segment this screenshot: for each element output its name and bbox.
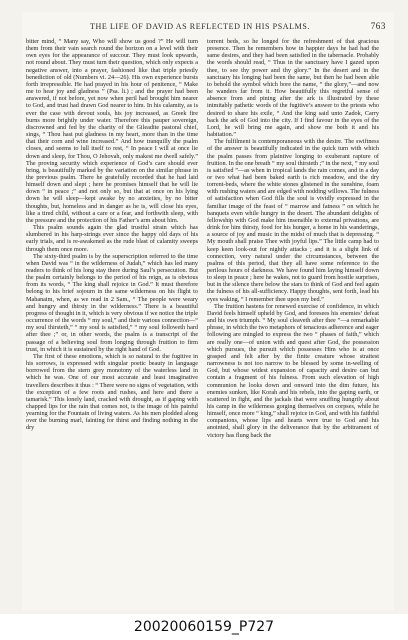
paragraph: The sixty-third psalm is by the superscription referred to the time when David was “ in the wilderness of Judah,” which has led many readers to think of his long stay there during Saul’s persecution. But the psalm certainly belongs to the period of his reign, as is obvious from its words, “ The king shall rejoice in God.” It must therefore belong to his brief sojourn in the same wilderness on his flight to Mahanaim, when, as we read in 2 Sam., “ The people were weary and hungry and thirsty in the wilderness.” There is a beautiful progress of thought in it, which is very obvious if we notice the triple occurrence of the words “ my soul,” and their various connection—“ my soul thirsteth,” “ my soul is satisfied,” “ my soul followeth hard after thee ;” or, in other words, the psalm is a transcript of the passage of a believing soul from longing through fruition to firm trust, in which it is sustained by the right hand of God. <box>26 252 198 353</box>
paragraph: bitter mind, “ Many say, Who will show us good ?” He will turn them from their vain search round the horizon on a level with their own eyes for the appearance of succour. They must look upwards, not round about. They must turn their question, which only expects a negative answer, into a prayer, fashioned like that triple priestly benediction of old (Numbers vi. 24—26). His own experience bursts forth irrepressible. He had prayed in his hour of penitence, “ Make me to hear joy and gladness ” (Psa. li.) ; and the prayer had been answered, if not before, yet now when peril had brought him nearer to God, and trust had drawn God nearer to him. In his calamity, as is ever the case with devout souls, his joy increased, as Greek fire burns more brightly under water. Therefore this pauper sovereign, discrowned and fed by the charity of the Gileadite pastoral chief, sings, “ Thou hast put gladness in my heart, more than in the time that their corn and wine increased.” And how tranquilly the psalm closes, and seems to lull itself to rest, “ In peace I will at once lie down and sleep, for Thou, O Jehovah, only makest me dwell safely.” The proving security which experience of God’s care should ever bring, is beautifully marked by the variation on the similar phrase in the previous psalm. There he gratefully recorded that he had laid himself down and slept ; here he promises himself that he will lie down “ in peace ;” and not only so, but that at once on his lying down he will sleep—kept awake by no anxieties, by no bitter thoughts, but, homeless and in danger as he is, will close his eyes, like a tired child, without a care or a fear, and forthwith sleep, with the pressure and the protection of his Father’s arm about him. <box>26 38 198 224</box>
paragraph: The first of these emotions, which is so natural to the fugitive in his sorrows, is expressed with singular poetic beauty in language borrowed from the stern grey monotony of the waterless land in which he was. One of our most accurate and least imaginative travellers describes it thus : “ There were no signs of vegetation, with the exception of a few roots and rushes, and here and there a tamarisk.” This lonely land, cracked with drought, as if gaping with chapped lips for the rain that comes not, is the image of his painful yearning for the Fountain of living waters. As his men plodded along over the burning marl, fainting for thirst and finding nothing in the dry <box>26 352 198 432</box>
right-text-column <box>207 38 379 604</box>
paragraph: The fruition hastens for renewed exercise of confidence, in which David feels himself upheld by God, and foresees his enemies’ defeat and his own triumph. “ My soul cleaveth after thee ”—a remarkable phrase, in which the two metaphors of tenacious adherence and eager following are mingled to express the two “ phases of faith,” which are really one—of union with and quest after God, the possession which pursues, the pursuit which possesses Him who is at once grasped and felt after by the finite creature whose straitest narrowness is not too narrow to be blessed by some in-welling of God, but whose widest expansion of capacity and desire can but contain a fragment of his fulness. From such elevation of high communion he looks down and onward into the dim future, his enemies sunken, like Korah and his rebels, into the gaping earth, or scattered in fight, and the jackals that were snuffing hungrily about his camp in the wilderness gorging themselves on corpses, while he himself, once more “ king,” shall rejoice in God, and with his faithful companions, whose lips and hearts were true to God and his anointed, shall glory in the deliverance that by the arbitrament of victory has flung back the <box>207 302 379 439</box>
running-header <box>30 20 388 34</box>
left-text-column <box>26 38 198 604</box>
paragraph: This psalm sounds again the glad trustful strain which has slumbered in his harp-strings ever since the happy old days of his early trials, and is re-awakened as the rude blast of calamity sweeps through them once more. <box>26 224 198 253</box>
paragraph: The fulfilment is contemporaneous with the desire. The swiftness of the answer is beautifully indicated in the quick turn with which the psalm passes from plaintive longing to exuberant rapture of fruition. In the one breath “ my soul thirsteth ;” in the next, “ my soul is satisfied ”—as when in tropical lands the rain comes, and in a day or two what had been baked earth is rich meadow, and the dry torrent-beds, where the white stones glistened in the sunshine, foam with rushing waters and are edged with nodding willows. The fulness of satisfaction when God fills the soul is vividly expressed in the familiar image of the feast of “ marrow and fatness ” on which he banquets even while hungry in the desert. The abundant delights of fellowship with God make him insensible to external privations, are drink for him thirsty, food for his hunger, a home in his wanderings, a source of joy and music in the midst of much that is depressing. “ My mouth shall praise Thee with joyful lips.” The little camp had to keep keen look-out for nightly attacks ; and it is a slight link of connection, very natural under the circumstances, between the psalms of this period, that they all have some reference to the perilous hours of darkness. We have found him laying himself down to sleep in peace ; here he wakes, not to guard from hostile surprises, but in the silence there below the stars to think of God and feel again the fulness of his all-sufficiency. Happy thoughts, sent forth, lead his eyes waking, “ I remember thee upon my bed.” <box>207 138 379 303</box>
scan-identifier: 20020060159_P727 <box>0 614 408 640</box>
page-number: 763 <box>370 21 386 31</box>
running-title: THE LIFE OF DAVID AS REFLECTED IN HIS PSALMS. <box>90 22 310 31</box>
paragraph: torrent beds, so he longed for the refreshment of that gracious presence. Then he remembers how in happier days he had had the same desires, and they had been satisfied in the tabernacle. Probably the words should read, “ Thus in the sanctuary have I gazed upon thee, to see thy power and thy glory.” In the desert and in the sanctuary his longing had been the same, but then he had been able to behold the symbol which bore the name, “ the glory,”—and now he wanders far from it. How beautifully this regretful sense of absence from and pining after the ark is illustrated by these inimitably pathetic words of the fugitive’s answer to the priests who desired to share his exile, “ And the king said unto Zadok, Carry back the ark of God into the city. If I find favour in the eyes of the Lord, he will bring me again, and show me both it and his habitation.” <box>207 38 379 139</box>
